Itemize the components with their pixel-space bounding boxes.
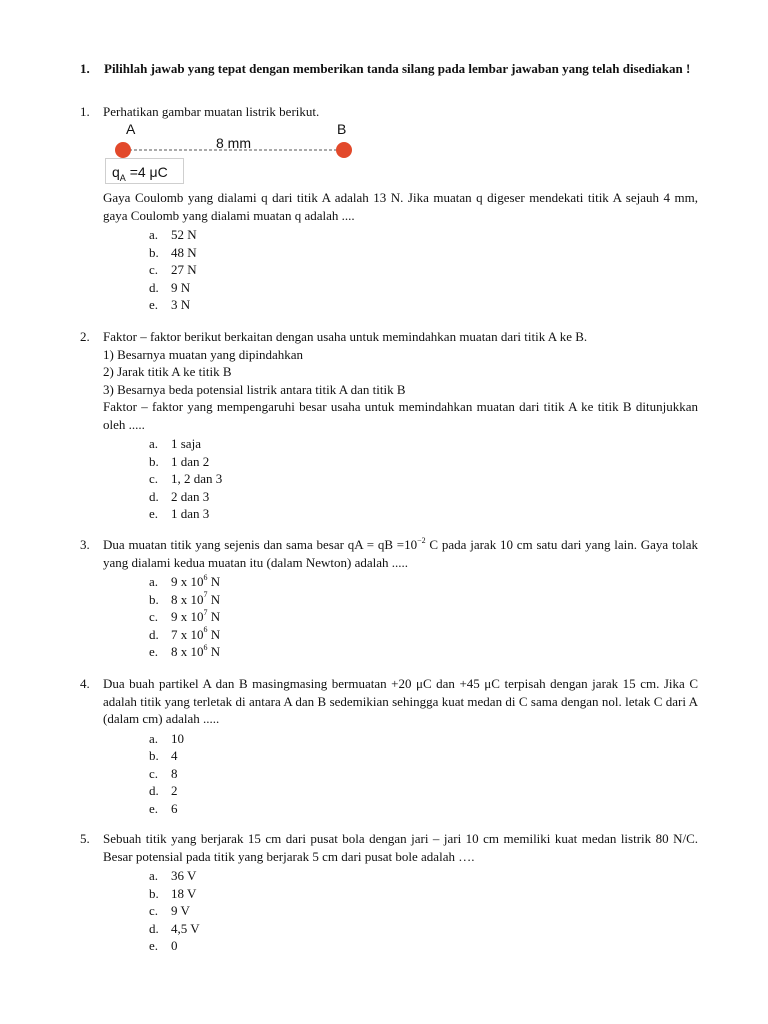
options-list: [149, 435, 698, 523]
question-text: Dua muatan titik yang sejenis dan sama besar qA = qB $=10^{-2}$ C pada jarak 10 cm satu dari yang lain. Gaya tolak yang dialami kedua muatan itu (dalam Newton) adalah .....: [103, 535, 698, 570]
factor-3: 3) Besarnya beda potensial listrik antara titik A dan titik B: [103, 381, 406, 397]
question-1-body: [80, 189, 698, 314]
option-b[interactable]: b. 4: [149, 748, 178, 763]
instruction-text: Pilihlah jawab yang tepat dengan memberikan tanda silang pada lembar jawaban yang telah disediakan !: [104, 61, 691, 76]
instruction: [80, 60, 698, 78]
question-text: Perhatikan gambar muatan listrik berikut.: [103, 104, 320, 119]
option-b[interactable]: b. 1 dan 2: [149, 453, 210, 469]
distance-label: 8 mm: [216, 135, 251, 151]
question-3: [80, 536, 698, 661]
option-e[interactable]: e. 6: [149, 800, 178, 816]
exponent: −2: [417, 535, 426, 545]
option-b[interactable]: b. 8 x $10^7$ N: [149, 590, 221, 607]
option-a[interactable]: a. 10: [149, 730, 184, 746]
option-e[interactable]: e. 3 N: [149, 297, 191, 312]
point-b-label: B: [337, 121, 347, 137]
option-a[interactable]: a. 1 saja: [149, 436, 201, 451]
question-text: Dua buah partikel A dan B masingmasing bermuatan +20 μC dan +45 μC terpisah dengan jarak 15 cm. Jika C adalah titik yang terletak di antara A dan B sedemikian sehingga kuat medan di C sama dengan nol. letak C dari A (dalam cm) adalah .....: [103, 676, 698, 726]
question-number: 2.: [80, 329, 90, 344]
options-list: [149, 867, 698, 955]
charge-a-dot: [115, 142, 131, 158]
option-d[interactable]: d. 9 N: [149, 279, 191, 295]
question-number: 4.: [80, 676, 90, 691]
charge-value-box: [105, 158, 184, 184]
charge-b-dot: [336, 142, 352, 158]
question-4: [80, 675, 698, 817]
option-c[interactable]: c. 1, 2 dan 3: [149, 471, 223, 486]
option-a[interactable]: a. 36 V: [149, 868, 197, 883]
charge-line: [115, 140, 360, 160]
option-c[interactable]: c. 9 V: [149, 903, 190, 918]
question-text: Sebuah titik yang berjarak 15 cm dari pusat bola dengan jari – jari 10 cm memiliki kuat medan listrik 80 N/C. Besar potensial pada titik yang berjarak 5 cm dari pusat bole adalah ….: [103, 831, 698, 864]
question-prompt: Faktor – faktor yang mempengaruhi besar usaha untuk memindahkan muatan dari titik A ke titik B ditunjukkan oleh .....: [103, 399, 698, 432]
charge-subscript: A: [119, 172, 126, 183]
options-list: [149, 730, 698, 818]
option-d[interactable]: d. 4,5 V: [149, 920, 200, 936]
charge-value: =4 μC: [129, 164, 168, 180]
option-d[interactable]: d. 2 dan 3: [149, 488, 210, 504]
options-list: [149, 226, 698, 314]
question-number: 1.: [80, 104, 90, 119]
option-c[interactable]: c. 8: [149, 765, 178, 781]
option-d[interactable]: d. 2: [149, 783, 178, 798]
option-b[interactable]: b. 48 N: [149, 244, 197, 260]
instruction-number: 1.: [80, 61, 90, 76]
option-e[interactable]: e. 1 dan 3: [149, 506, 210, 521]
question-2: [80, 328, 698, 523]
option-a[interactable]: a. 52 N: [149, 227, 197, 242]
question-5: [80, 830, 698, 955]
option-c[interactable]: c. 9 x $10^7$ N: [149, 607, 221, 624]
option-e[interactable]: e. 8 x $10^6$ N: [149, 642, 221, 659]
option-a[interactable]: a. 9 x $10^6$ N: [149, 572, 221, 589]
option-e[interactable]: e. 0: [149, 938, 178, 953]
option-b[interactable]: b. 18 V: [149, 885, 197, 901]
question-text: Faktor – faktor berikut berkaitan dengan usaha untuk memindahkan muatan dari titik A ke B.: [103, 329, 588, 344]
question-1: [80, 103, 698, 121]
factor-1: 1) Besarnya muatan yang dipindahkan: [103, 346, 303, 362]
question-number: 5.: [80, 831, 90, 846]
question-number: 3.: [80, 537, 90, 552]
point-a-label: A: [126, 121, 136, 137]
charge-symbol: q: [112, 164, 120, 180]
question-text: Gaya Coulomb yang dialami q dari titik A adalah 13 N. Jika muatan q digeser mendekati titik A sejauh 4 mm, gaya Coulomb yang dialami muatan q adalah ....: [103, 190, 698, 223]
option-c[interactable]: c. 27 N: [149, 262, 197, 277]
options-list: [149, 573, 698, 661]
factor-2: 2) Jarak titik A ke titik B: [103, 364, 232, 379]
option-d[interactable]: d. 7 x $10^6$ N: [149, 625, 221, 642]
